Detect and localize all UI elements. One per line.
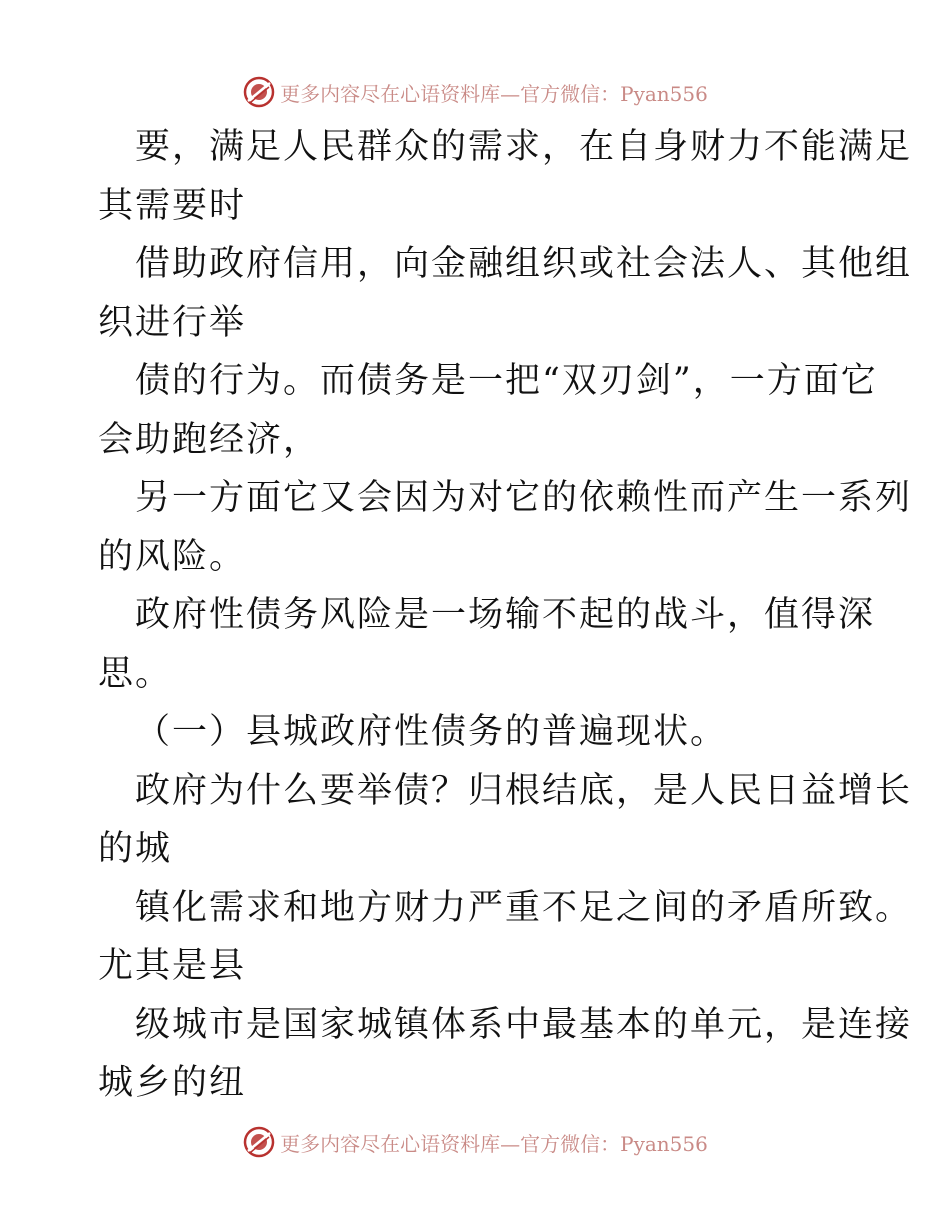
footer-watermark-banner bbox=[0, 1122, 950, 1162]
seal-logo-icon bbox=[242, 1125, 276, 1159]
text-line: 的城 bbox=[98, 829, 173, 869]
text-line: 政府性债务风险是一场输不起的战斗，值得深 bbox=[135, 595, 876, 635]
text-line: 镇化需求和地方财力严重不足之间的矛盾所致。 bbox=[135, 887, 913, 928]
text-line: 要，满足人民群众的需求，在自身财力不能满足 bbox=[135, 127, 913, 167]
header-watermark-banner bbox=[0, 72, 950, 112]
text-line: 其需要时 bbox=[98, 185, 247, 226]
text-line: 的风险。 bbox=[98, 536, 247, 577]
text-line: 政府为什么要举债？归根结底，是人民日益增长 bbox=[135, 770, 913, 811]
text-line: 级城市是国家城镇体系中最基本的单元，是连接 bbox=[135, 1004, 913, 1045]
text-line: 会助跑经济， bbox=[98, 419, 321, 460]
text-line: 尤其是县 bbox=[98, 946, 247, 986]
header-watermark-text: 更多内容尽在心语资料库—官方微信：Pyan556 bbox=[280, 81, 708, 106]
text-line: 思。 bbox=[98, 653, 173, 694]
section-heading: （一）县城政府性债务的普遍现状。 bbox=[135, 712, 728, 752]
footer-watermark-text: 更多内容尽在心语资料库—官方微信：Pyan556 bbox=[280, 1131, 708, 1156]
text-line: 织进行举 bbox=[98, 302, 247, 343]
document-body bbox=[98, 118, 913, 1113]
text-line: 另一方面它又会因为对它的依赖性而产生一系列 bbox=[135, 478, 913, 518]
text-line: 债的行为。而债务是一把“双刃剑”，一方面它 bbox=[135, 361, 878, 401]
text-line: 借助政府信用，向金融组织或社会法人、其他组 bbox=[135, 244, 913, 284]
seal-logo-icon bbox=[242, 75, 276, 109]
text-line: 城乡的纽 bbox=[98, 1063, 247, 1103]
